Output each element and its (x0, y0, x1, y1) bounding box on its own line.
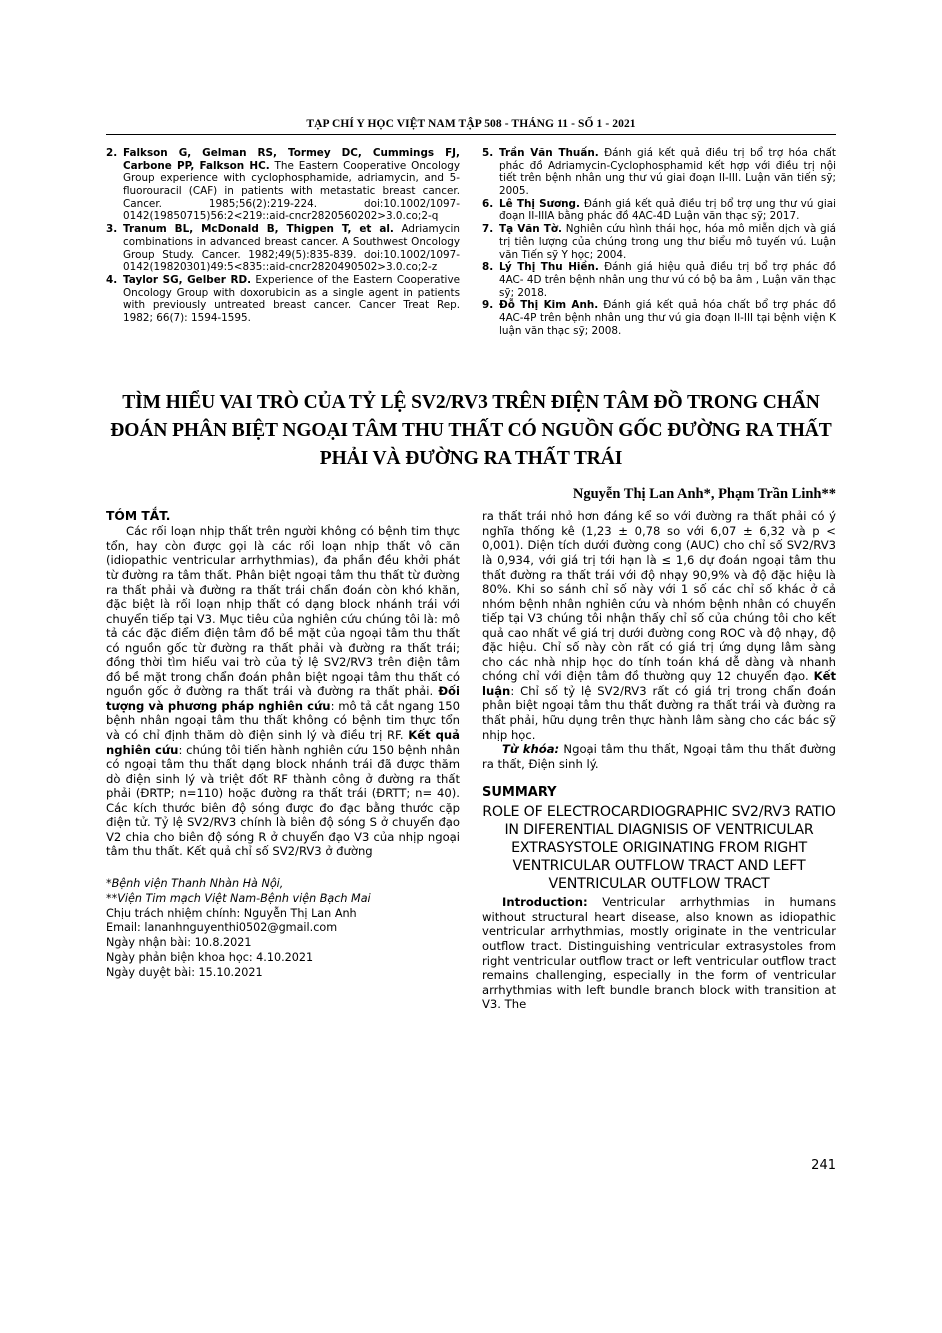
footnote-block (106, 877, 460, 980)
reference-rest: Đánh giá kết quả hóa chất bổ trợ phác đồ 4AC-4P trên bệnh nhân ung thư vú gia đoạn II-III tại bệnh viện K luận văn thạc sỹ; 2008. (499, 299, 836, 337)
abstract-text-b: : mô tả cắt ngang 150 bệnh nhân ngoại tâm thu thất không có bệnh tim thực tổn và có chỉ định thăm dò điện sinh lý và điều trị RF. (106, 698, 461, 743)
reference-rest: Experience of the Eastern Cooperative Oncology Group with doxorubicin as a single agent in patients with previously untreated breast cancer. Cancer Treat Rep. 1982; 66(7): 1594-1595. (123, 273, 460, 324)
abstract-paragraph (106, 524, 460, 859)
keywords-paragraph (482, 742, 836, 771)
english-article-title: ROLE OF ELECTROCARDIOGRAPHIC SV2/RV3 RATIO IN DIFERENTIAL DIAGNISIS OF VENTRICULAR EXTRASYSTOLE ORIGINATING FROM RIGHT VENTRICULAR OUTFLOW TRACT AND LEFT VENTRICULAR OUTFLOW TRACT (482, 804, 836, 893)
reference-text (123, 274, 460, 325)
abstract-heading: TÓM TẮT. (106, 509, 171, 524)
reference-text (123, 223, 460, 274)
reference-number: 8. (482, 261, 494, 274)
reference-item (482, 198, 836, 223)
reference-number: 2. (106, 147, 118, 159)
page-number: 241 (811, 1158, 836, 1173)
reference-rest: Adriamycin combinations in advanced breast cancer. A Southwest Oncology Group Study. Cancer. 1982;49(5):835-839. doi:10.1002/1097-0142(19820301)49:5<835::aid-cncr2820490502>3.0.co;2-z (123, 223, 460, 274)
running-head: TẠP CHÍ Y HỌC VIỆT NAM TẬP 508 - THÁNG 11 - SỐ 1 - 2021 (306, 118, 636, 130)
reference-item (106, 147, 460, 223)
abstract-cont-a: ra thất trái nhỏ hơn đáng kể so với đường ra thất phải có ý nghĩa thống kê (1,23 ± 0,78 so với 6,07 ± 6,32 và p < 0,001). Diện tích dưới đường cong (AUC) cho chỉ số SV2/RV3 là 0,934, với giá trị tới hạn là ≤ 1,6 dự đoán ngoại tâm thu thất đường ra thất trái với độ nhạy 90,9% và độ đặc hiệu là 80%. Khi so sánh chỉ số này với 1 số các chỉ số khác ở cả nhóm bệnh nhân nghiên cứu và nhóm bệnh nhân có chuyển tiếp tại V3 chúng tôi nhận thấy chỉ số của chúng tôi cho kết quả cao nhất về giá trị dưới đường cong ROC và độ nhạy, độ đặc hiệu. Chỉ số này còn rất có giá trị ứng dụng lâm sàng cho các nhà nhịp học do tính toán khá dễ dàng và nhanh chóng chỉ với điện tâm đồ thường quy 12 chuyển đạo. (482, 509, 836, 684)
reference-item (482, 147, 836, 198)
reference-authors: Falkson G, Gelman RS, Tormey DC, Cummings FJ, Carbone PP, Falkson HC. (123, 147, 460, 172)
header-rule (106, 134, 836, 135)
reference-authors: Trần Văn Thuấn. (499, 147, 599, 159)
reference-rest: Đánh giá kết quả điều trị bổ trợ ung thư vú giai đoạn II-IIIA bằng phác đồ 4AC-4D Luận văn thạc sỹ; 2017. (499, 197, 836, 223)
reference-authors: Đỗ Thị Kim Anh. (499, 299, 599, 312)
abstract-section (106, 509, 836, 1011)
abstract-bold-results: Kết quả nghiên cứu (106, 728, 460, 757)
reference-number: 4. (106, 273, 118, 286)
abstract-text-c: : chúng tôi tiến hành nghiên cứu 150 bệnh nhân có ngoại tâm thu thất dạng block nhánh trái đã được thăm dò điện sinh lý và triệt đốt RF thành công ở đường ra thất phải (ĐRTP; n=110) hoặc đường ra thất trái (ĐRTT; n= 40). Các kích thước biên độ sóng được đo đạc bằng thước cặp điện tử. Tỷ lệ SV2/RV3 chính là biên độ sóng S ở chuyển đạo V2 chia cho biên độ sóng R ở chuyển đạo V3 của nhịp ngoại tâm thu thất. Kết quả chỉ số SV2/RV3 ở đường (106, 742, 460, 859)
reference-item (482, 223, 836, 261)
reference-authors: Tạ Văn Tờ. (499, 223, 562, 236)
reference-rest: The Eastern Cooperative Oncology Group experience with cyclophosphamide, adriamycin, and 5-fluorouracil (CAF) in patients with metastatic breast cancer. Cancer. 1985;56(2):219-224. doi:10.1002/1097-0142(19850715)56:2<219::aid-cncr2820560202>3.0.co;2-q (123, 159, 460, 223)
reference-text (499, 198, 836, 223)
introduction-label: Introduction: (502, 895, 588, 910)
abstract-column-right (482, 509, 836, 1011)
reference-text (499, 261, 836, 299)
abstract-bold-subjects: Đối tượng và phương pháp nghiên cứu (106, 684, 460, 713)
reference-item (106, 223, 460, 274)
reference-number: 9. (482, 299, 494, 312)
references-column-right (482, 147, 836, 337)
references-section (106, 147, 836, 337)
reference-authors: Tranum BL, McDonald B, Thigpen T, et al. (123, 223, 394, 236)
abstract-text-a: Các rối loạn nhịp thất trên người không có bệnh tim thực tổn, hay còn được gọi là các rối loạn nhịp thất vô căn (idiopathic ventricular arrhythmias), đa phần đều khởi phát từ đường ra tâm thất. Phân biệt ngoại tâm thu thất từ đường ra thất phải và đường ra thất trái chẩn đoán còn khó khăn, đặc biệt là rối loạn nhịp thất có dạng block nhánh trái với chuyển tiếp tại V3. Mục tiêu của nghiên cứu chúng tôi là: mô tả các đặc điểm điện tâm đồ bề mặt của ngoại tâm thu thất có nguồn gốc từ đường ra thất phải và đường ra thất trái; đồng thời tìm hiểu vai trò của tỷ lệ SV2/RV3 trên điện tâm đồ bề mặt trong chẩn đoán phân biệt ngoại tâm thu thất có nguồn gốc ở đường ra thất trái và đường ra thất phải. (106, 524, 460, 699)
page-content (106, 118, 836, 1012)
reviewed-date: Ngày phản biện khoa học: 4.10.2021 (106, 950, 314, 964)
affiliation-2: **Viện Tim mạch Việt Nam-Bệnh viện Bạch Mai (106, 891, 371, 905)
introduction-text: Ventricular arrhythmias in humans without structural heart disease, also known as idiopathic ventricular arrhythmias, mostly originate in the ventricular outflow tract. Distinguishing ventricular extrasystoles from right ventricular outflow tract or left ventricular outflow tract remains challenging, especially in the form of ventricular arrhythmias with left bundle branch block with transition at V3. The (482, 895, 836, 1012)
reference-text (499, 223, 836, 261)
reference-rest: Nghiên cứu hình thái học, hóa mô miễn dịch và giá trị tiên lượng của chúng trong ung thư biểu mô tuyến vú. Luận văn Tiến sỹ Y học; 2004. (499, 223, 836, 261)
reference-authors: Lý Thị Thu Hiền. (499, 261, 599, 274)
introduction-paragraph (482, 895, 836, 1011)
reference-number: 3. (106, 223, 118, 236)
abstract-column-left (106, 509, 460, 980)
reference-rest: Đánh giá kết quả điều trị bổ trợ hóa chất phác đồ Adriamycin-Cyclophosphamid kết hợp với điều trị nội tiết trên bệnh nhân ung thư vú giai đoạn II-III. Luận văn tiến sỹ; 2005. (499, 147, 836, 198)
reference-text (123, 147, 460, 223)
responsible-author: Chịu trách nhiệm chính: Nguyễn Thị Lan Anh (106, 906, 357, 920)
abstract-continuation (482, 509, 836, 742)
reference-number: 6. (482, 197, 494, 210)
affiliation-1: *Bệnh viện Thanh Nhàn Hà Nội, (106, 876, 284, 890)
abstract-cont-b: : Chỉ số tỷ lệ SV2/RV3 rất có giá trị trong chẩn đoán phân biệt ngoại tâm thu thất đường ra thất trái và đường ra thất phải, hữu dụng trên thực hành lâm sàng cho các bác sỹ nhịp học. (482, 683, 836, 742)
keywords-label: Từ khóa: (502, 742, 560, 757)
contact-email: Email: lananhnguyenthi0502@gmail.com (106, 921, 338, 935)
reference-rest: Đánh giá hiệu quả điều trị bổ trợ phác đồ 4AC- 4D trên bệnh nhân ung thư vú có bộ ba âm , Luận văn thạc sỹ; 2018. (499, 261, 837, 299)
reference-item (482, 299, 836, 337)
reference-authors: Taylor SG, Gelber RD. (123, 273, 252, 286)
reference-number: 7. (482, 223, 494, 236)
summary-heading: SUMMARY (482, 785, 557, 801)
article-authors: Nguyễn Thị Lan Anh*, Phạm Trần Linh** (572, 486, 836, 503)
reference-item (106, 274, 460, 325)
reference-authors: Lê Thị Sương. (499, 197, 580, 210)
references-column-left (106, 147, 460, 325)
keywords-text: Ngoại tâm thu thất, Ngoại tâm thu thất đường ra thất, Điện sinh lý. (482, 742, 836, 771)
reference-number: 5. (482, 147, 494, 159)
article-title: TÌM HIỂU VAI TRÒ CỦA TỶ LỆ SV2/RV3 TRÊN ĐIỆN TÂM ĐỒ TRONG CHẨN ĐOÁN PHÂN BIỆT NGOẠI TÂM THU THẤT CÓ NGUỒN GỐC ĐƯỜNG RA THẤT PHẢI VÀ ĐƯỜNG RA THẤT TRÁI (110, 392, 832, 469)
abstract-bold-conclusion: Kết luận (482, 669, 836, 698)
reference-text (499, 147, 836, 198)
received-date: Ngày nhận bài: 10.8.2021 (106, 936, 252, 950)
reference-item (482, 261, 836, 299)
accepted-date: Ngày duyệt bài: 15.10.2021 (106, 965, 263, 979)
reference-text (499, 299, 836, 337)
